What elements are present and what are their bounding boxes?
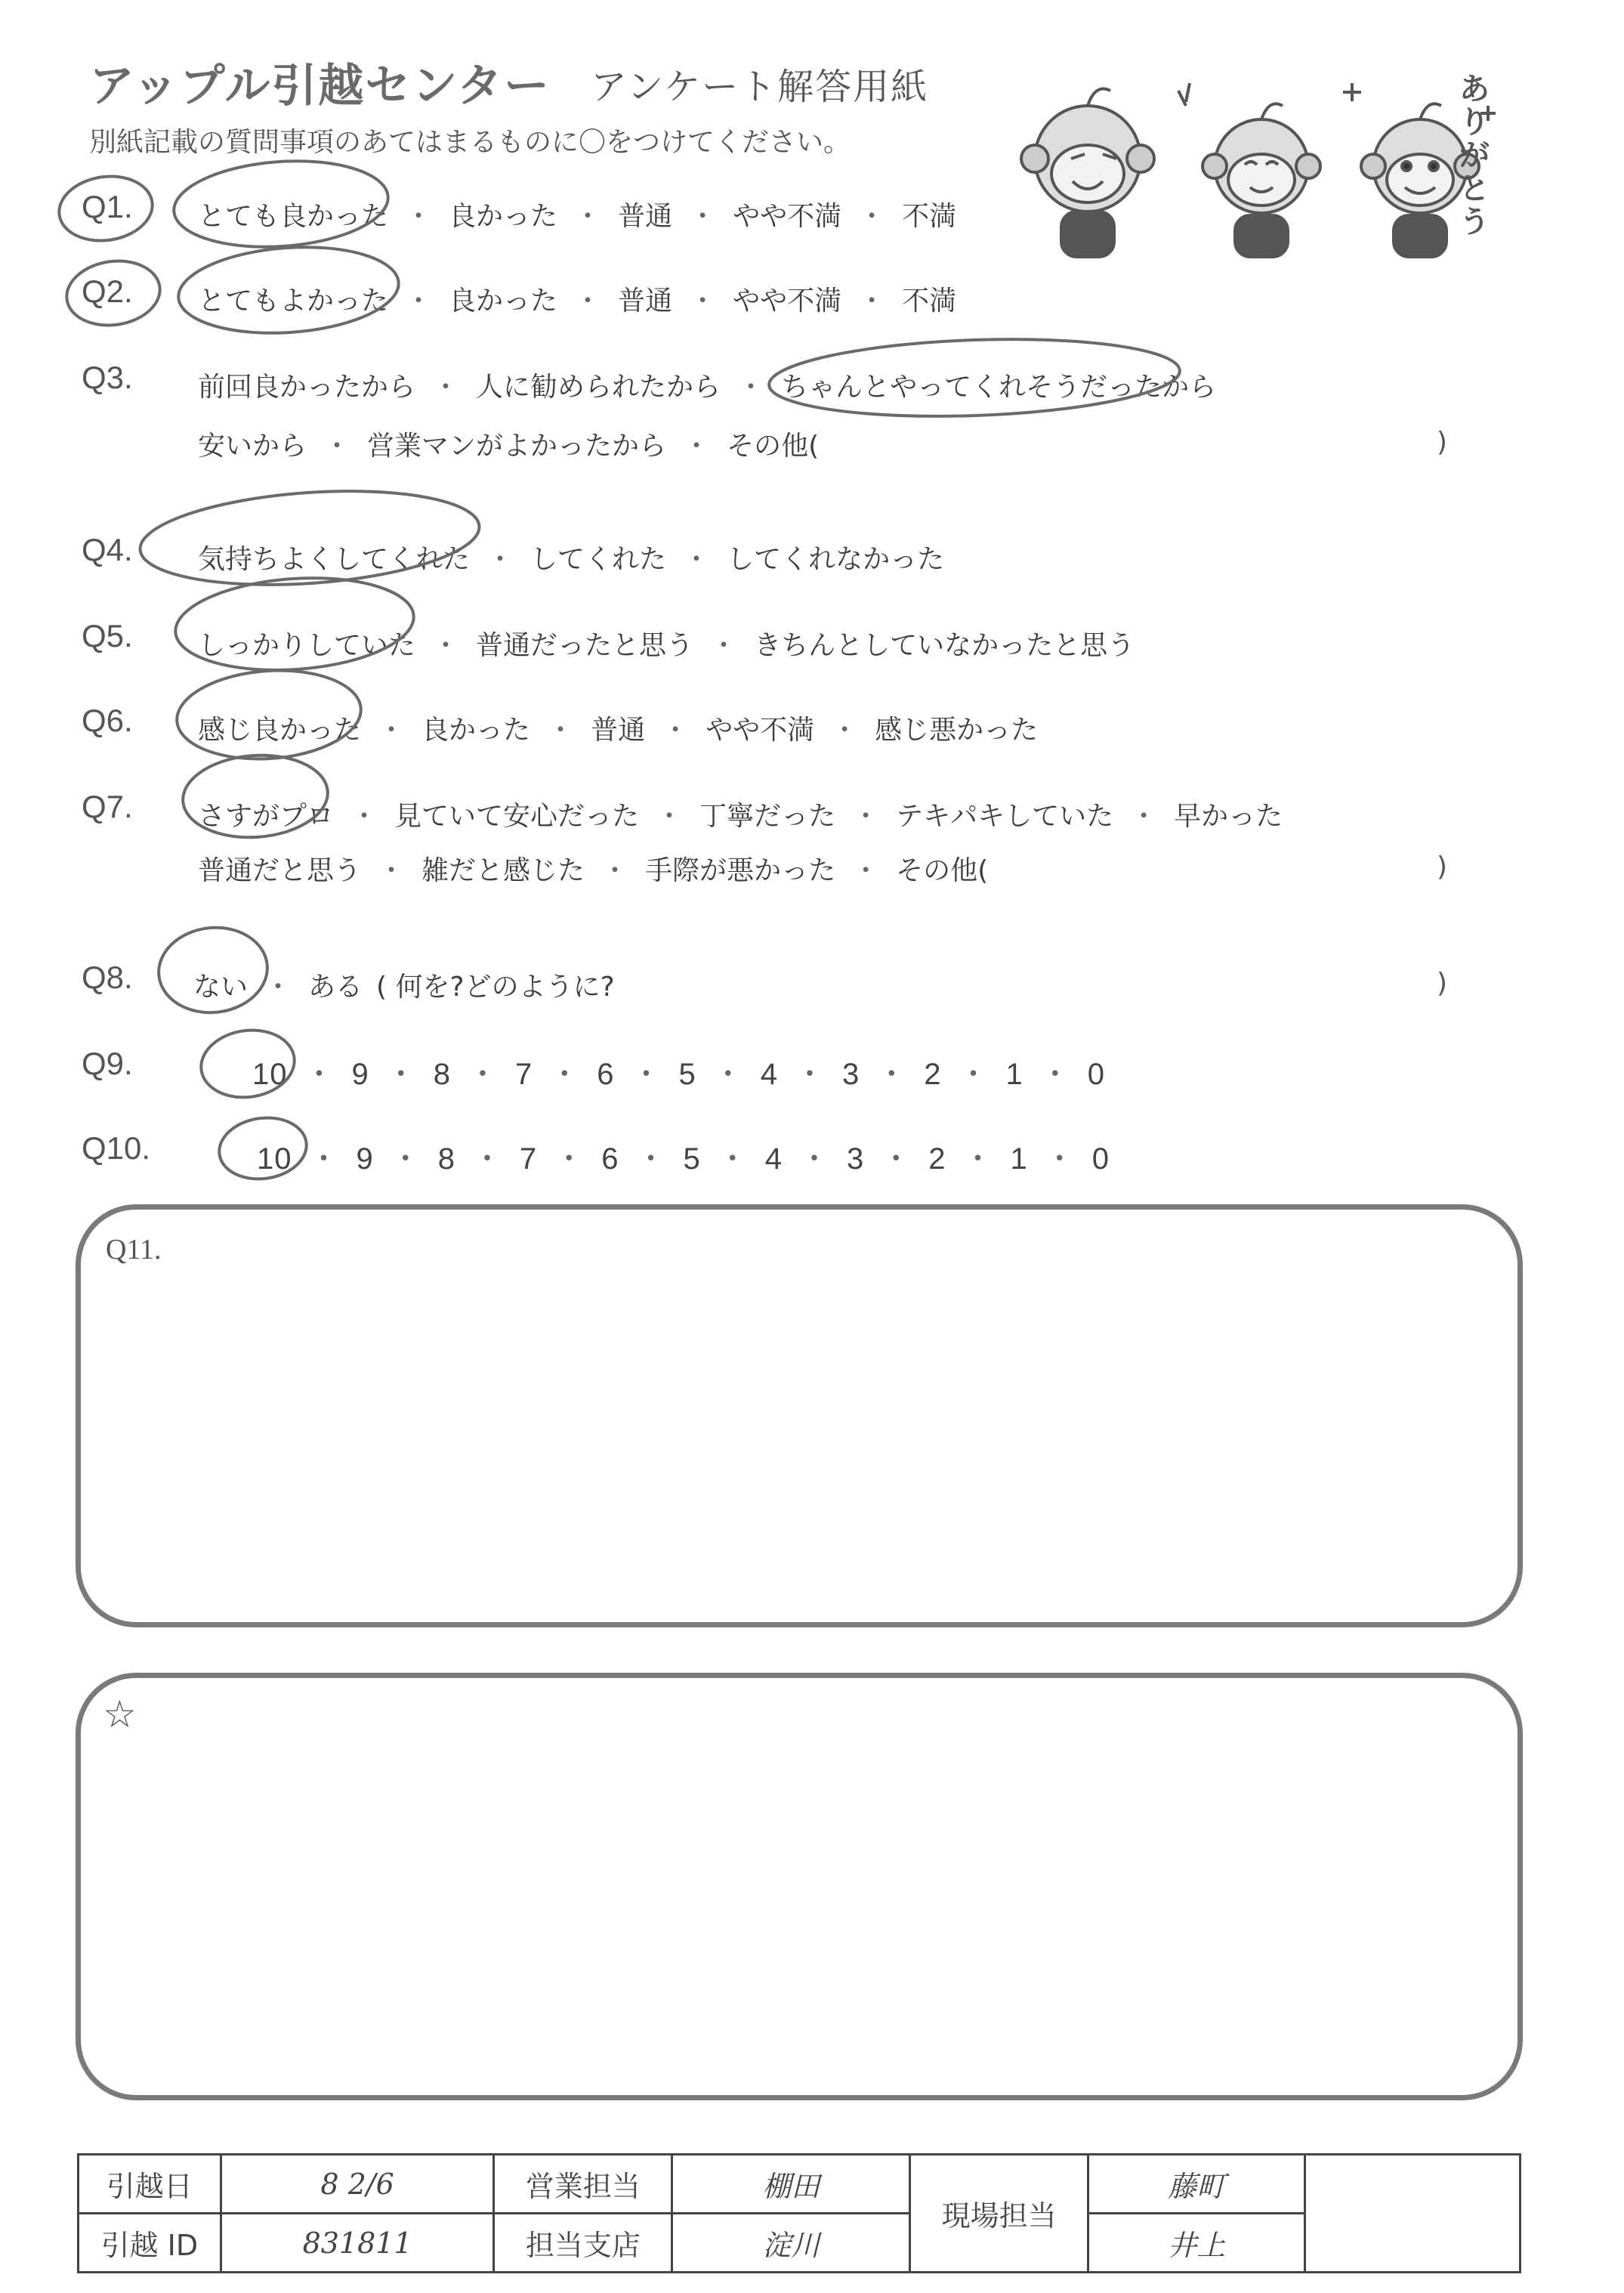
q9-score-9[interactable]: 9: [351, 1058, 369, 1091]
separator-dot: ・: [574, 201, 602, 232]
separator-dot: ・: [712, 1058, 744, 1091]
separator-dot: ・: [799, 1142, 830, 1176]
q7-label: Q7.: [82, 789, 133, 824]
separator-dot: ・: [385, 1058, 417, 1091]
q7-option-7[interactable]: 雑だと感じた: [421, 855, 585, 886]
q1-option-4[interactable]: やや不満: [733, 201, 842, 232]
move-id-value[interactable]: 831811: [221, 2214, 494, 2273]
q6-option-4[interactable]: やや不満: [705, 715, 815, 746]
separator-dot: ・: [1039, 1058, 1071, 1091]
site-label: 現場担当: [910, 2155, 1088, 2273]
q10-score-5[interactable]: 5: [683, 1142, 701, 1176]
q4-option-1[interactable]: 気持ちよくしてくれた: [198, 544, 471, 575]
q5-option-2[interactable]: 普通だったと思う: [476, 630, 694, 661]
q9-score-6[interactable]: 6: [597, 1058, 615, 1091]
q3-option-5[interactable]: 営業マンがよかったから: [367, 431, 667, 462]
q10-label: Q10.: [82, 1130, 151, 1166]
separator-dot: ・: [683, 431, 711, 462]
q10-score-3[interactable]: 3: [847, 1142, 865, 1176]
q6-option-1[interactable]: 感じ良かった: [198, 715, 362, 746]
separator-dot: ・: [635, 1142, 667, 1176]
q8-label: Q8.: [82, 960, 133, 995]
q10-score-9[interactable]: 9: [356, 1142, 374, 1176]
separator-dot: ・: [432, 372, 460, 403]
q11-label: Q11.: [106, 1234, 162, 1265]
q6-label: Q6.: [82, 703, 133, 738]
sales-label: 営業担当: [494, 2155, 672, 2214]
separator-dot: ・: [858, 286, 886, 317]
q9-score-10[interactable]: 10: [252, 1058, 288, 1091]
separator-dot: ・: [601, 855, 629, 886]
q10-score-8[interactable]: 8: [437, 1142, 455, 1176]
q2-option-1[interactable]: とてもよかった: [198, 286, 389, 317]
q2-label: Q2.: [82, 273, 133, 309]
q9-label: Q9.: [82, 1046, 133, 1081]
q8-option-2[interactable]: ある: [308, 972, 363, 1003]
separator-dot: ・: [717, 1142, 749, 1176]
q7-option-1[interactable]: さすがプロ: [198, 801, 335, 832]
q7-option-5[interactable]: 早かった: [1174, 801, 1283, 832]
q1-option-5[interactable]: 不満: [902, 201, 957, 232]
separator-dot: ・: [683, 544, 711, 575]
branch-label: 担当支店: [494, 2214, 672, 2273]
separator-dot: ・: [486, 544, 514, 575]
q7-option-3[interactable]: 丁寧だった: [699, 801, 836, 832]
separator-dot: ・: [405, 201, 433, 232]
q9-score-4[interactable]: 4: [760, 1058, 778, 1091]
separator-dot: ・: [881, 1142, 912, 1176]
separator-dot: ・: [858, 201, 886, 232]
separator-dot: ・: [1044, 1142, 1076, 1176]
separator-dot: ・: [323, 431, 351, 462]
instruction-text: 別紙記載の質問事項のあてはまるものに〇をつけてください。: [89, 127, 851, 158]
q6-option-5[interactable]: 感じ悪かった: [875, 715, 1039, 746]
move-date-label: 引越日: [79, 2155, 221, 2214]
q3-option-4[interactable]: 安いから: [198, 431, 307, 462]
branch-value[interactable]: 淀川: [672, 2214, 910, 2273]
q5-label: Q5.: [82, 618, 133, 654]
separator-dot: ・: [549, 1058, 581, 1091]
separator-dot: ・: [304, 1058, 335, 1091]
separator-dot: ・: [554, 1142, 585, 1176]
q8-option-detail[interactable]: ( 何を?どのように?: [376, 972, 615, 1003]
separator-dot: ・: [468, 1058, 499, 1091]
company-title: アップル引越センター: [89, 60, 551, 113]
separator-dot: ・: [876, 1058, 908, 1091]
separator-dot: ・: [547, 715, 575, 746]
q1-option-1[interactable]: とても良かった: [198, 201, 389, 232]
q10-score-2[interactable]: 2: [928, 1142, 946, 1176]
q9-score-3[interactable]: 3: [842, 1058, 860, 1091]
q2-option-2[interactable]: 良かった: [449, 286, 558, 317]
separator-dot: ・: [737, 372, 765, 403]
separator-dot: ・: [689, 286, 717, 317]
q6-option-3[interactable]: 普通: [591, 715, 646, 746]
separator-dot: ・: [264, 972, 292, 1003]
star-label: ☆: [103, 1693, 137, 1735]
separator-dot: ・: [390, 1142, 421, 1176]
q9-score-5[interactable]: 5: [678, 1058, 696, 1091]
separator-dot: ・: [831, 715, 859, 746]
empty-cell[interactable]: [1305, 2155, 1521, 2273]
separator-dot: ・: [378, 855, 406, 886]
star-comment-box[interactable]: [76, 1673, 1523, 2100]
q7-option-other[interactable]: その他(: [896, 855, 989, 886]
q9-score-0[interactable]: 0: [1087, 1058, 1105, 1091]
separator-dot: ・: [405, 286, 433, 317]
q4-label: Q4.: [82, 532, 133, 567]
separator-dot: ・: [962, 1142, 994, 1176]
q11-comment-box[interactable]: [76, 1204, 1523, 1627]
separator-dot: ・: [1130, 801, 1158, 832]
q3-option-1[interactable]: 前回良かったから: [198, 372, 416, 403]
separator-dot: ・: [689, 201, 717, 232]
q5-option-1[interactable]: しっかりしていた: [198, 630, 416, 661]
separator-dot: ・: [472, 1142, 503, 1176]
q9-score-2[interactable]: 2: [924, 1058, 942, 1091]
q10-score-7[interactable]: 7: [520, 1142, 538, 1176]
q8-paren-close: ): [1437, 968, 1448, 999]
q1-option-2[interactable]: 良かった: [449, 201, 558, 232]
q4-option-3[interactable]: してくれなかった: [727, 544, 945, 575]
q7-option-4[interactable]: テキパキしていた: [896, 801, 1114, 832]
separator-dot: ・: [308, 1142, 340, 1176]
q10-score-10[interactable]: 10: [257, 1142, 292, 1176]
q4-option-2[interactable]: してくれた: [530, 544, 667, 575]
q2-option-5[interactable]: 不満: [902, 286, 957, 317]
q9-score-8[interactable]: 8: [433, 1058, 451, 1091]
q10-score-4[interactable]: 4: [764, 1142, 783, 1176]
separator-dot: ・: [710, 630, 738, 661]
separator-dot: ・: [378, 715, 406, 746]
separator-dot: ・: [852, 855, 880, 886]
q10-score-6[interactable]: 6: [601, 1142, 619, 1176]
q7-option-2[interactable]: 見ていて安心だった: [394, 801, 640, 832]
q3-option-other[interactable]: その他(: [727, 431, 820, 462]
q3-option-3[interactable]: ちゃんとやってくれそうだったから: [781, 372, 1217, 403]
q1-label: Q1.: [82, 189, 133, 224]
footer-info-table: [77, 2153, 1521, 2273]
q3-paren-close: ): [1437, 427, 1448, 458]
q10-score-1[interactable]: 1: [1010, 1142, 1028, 1176]
separator-dot: ・: [631, 1058, 662, 1091]
q9-score-1[interactable]: 1: [1005, 1058, 1023, 1091]
q9-score-7[interactable]: 7: [515, 1058, 533, 1091]
site-value-2[interactable]: 井上: [1088, 2214, 1305, 2273]
separator-dot: ・: [852, 801, 880, 832]
separator-dot: ・: [350, 801, 378, 832]
separator-dot: ・: [656, 801, 684, 832]
q10-score-0[interactable]: 0: [1091, 1142, 1110, 1176]
sales-value[interactable]: 棚田: [672, 2155, 910, 2214]
q3-label: Q3.: [82, 360, 133, 395]
separator-dot: ・: [958, 1058, 990, 1091]
move-id-label: 引越 ID: [79, 2214, 221, 2273]
separator-dot: ・: [795, 1058, 826, 1091]
q7-paren-close: ): [1437, 851, 1448, 882]
q8-option-1[interactable]: ない: [193, 972, 249, 1003]
separator-dot: ・: [432, 630, 460, 661]
separator-dot: ・: [662, 715, 690, 746]
q2-option-3[interactable]: 普通: [618, 286, 673, 317]
form-subtitle: アンケート解答用紙: [591, 66, 929, 108]
q2-option-4[interactable]: やや不満: [733, 286, 842, 317]
q5-option-3[interactable]: きちんとしていなかったと思う: [754, 630, 1135, 661]
q1-option-3[interactable]: 普通: [618, 201, 673, 232]
q3-option-2[interactable]: 人に勧められたから: [476, 372, 721, 403]
move-date-value[interactable]: 8 2/6: [221, 2155, 494, 2214]
q6-option-2[interactable]: 良かった: [421, 715, 531, 746]
site-value-1[interactable]: 藤町: [1088, 2155, 1305, 2214]
q7-option-8[interactable]: 手際が悪かった: [645, 855, 836, 886]
mascot-thanks-text: ありがとう: [1459, 72, 1490, 239]
separator-dot: ・: [574, 286, 602, 317]
q7-option-6[interactable]: 普通だと思う: [198, 855, 362, 886]
